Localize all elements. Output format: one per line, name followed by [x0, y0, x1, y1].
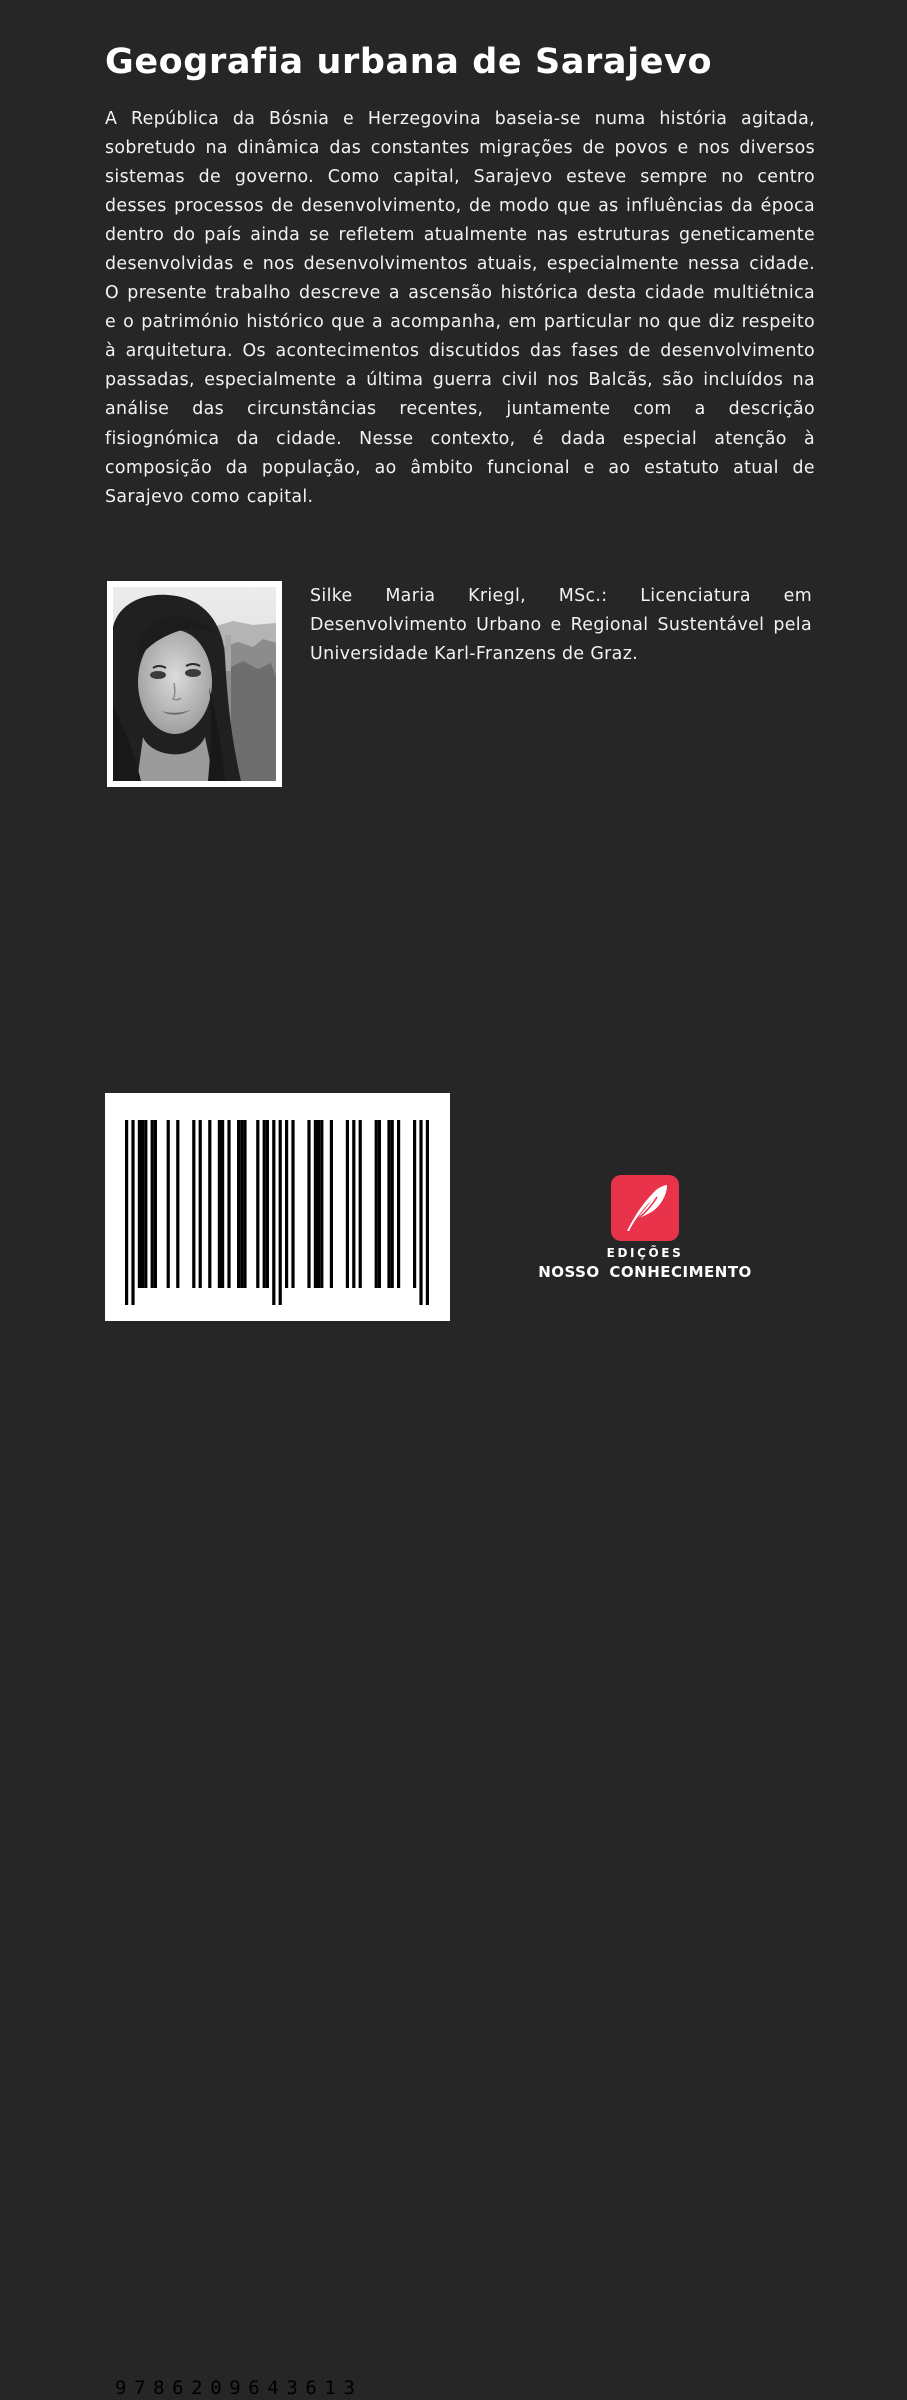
barcode-bar	[397, 1120, 400, 1288]
barcode-bar	[240, 1120, 243, 1288]
barcode-bar	[352, 1120, 355, 1288]
barcode-bar	[141, 1120, 144, 1288]
barcode-bar	[131, 1120, 134, 1305]
barcode-bar	[346, 1120, 349, 1288]
barcode-bar	[272, 1120, 275, 1305]
barcode-bar	[314, 1120, 317, 1288]
book-description: A República da Bósnia e Herzegovina baseia-se numa história agitada, sobretudo na dinâmica das constantes migrações de povos e nos diversos sistemas de governo. Como capital, Sarajevo esteve sempre no centro desses processos de desenvolvimento, de modo que as influências da época dentro do país ainda se refletem atualmente nas estruturas geneticamente desenvolvidas e nos desenvolvimentos atuais, especialmente nessa cidade. O presente trabalho descreve a ascensão histórica desta cidade multiétnica e o património histórico que a acompanha, em particular no que diz respeito à arquitetura. Os acontecimentos discutidos das fases de desenvolvimento passadas, especialmente a última guerra civil nos Balcãs, são incluídos na análise das circunstâncias recentes, juntamente com a descrição fisiognómica da cidade. Nesse contexto, é dada especial atenção à composição da população, ao âmbito funcional e ao estatuto atual de Sarajevo como capital.	[105, 109, 815, 507]
barcode-bar	[391, 1120, 394, 1288]
barcode-bar	[144, 1120, 147, 1288]
isbn-number: 9786209643613	[115, 2377, 363, 2399]
barcode-bar	[419, 1120, 422, 1305]
barcode-bar	[199, 1120, 202, 1288]
barcode-bar	[221, 1120, 224, 1288]
barcode-bar	[125, 1120, 128, 1305]
barcode-bar	[192, 1120, 195, 1288]
barcode-bars	[105, 1093, 450, 1321]
publisher-name: NOSSO CONHECIMENTO	[538, 1263, 752, 1281]
publisher-logo	[520, 1173, 770, 1288]
barcode-bar	[227, 1120, 230, 1288]
barcode-bar	[359, 1120, 362, 1288]
barcode-bar	[208, 1120, 211, 1288]
author-portrait-image	[113, 587, 276, 781]
barcode-bar	[375, 1120, 378, 1288]
barcode-bar	[176, 1120, 179, 1288]
barcode-bar	[243, 1120, 246, 1288]
barcode-bar	[167, 1120, 170, 1288]
barcode-bar	[330, 1120, 333, 1288]
barcode-bar	[317, 1120, 320, 1288]
barcode-bar	[263, 1120, 266, 1288]
author-bio: Silke Maria Kriegl, MSc.: Licenciatura em Desenvolvimento Urbano e Regional Sustentável pela Universidade Karl-Franzens de Graz.	[310, 586, 812, 665]
barcode-bar	[256, 1120, 259, 1288]
barcode-bar	[387, 1120, 390, 1288]
barcode-bar	[413, 1120, 416, 1288]
barcode-bar	[378, 1120, 381, 1288]
barcode-bar	[237, 1120, 240, 1288]
barcode-bar	[320, 1120, 323, 1288]
barcode-bar	[307, 1120, 310, 1288]
barcode-bar	[279, 1120, 282, 1305]
barcode-bar	[291, 1120, 294, 1288]
barcode-bar	[154, 1120, 157, 1288]
isbn-barcode	[105, 1093, 450, 2399]
author-photo	[107, 581, 282, 787]
publisher-line1: EDIÇÕES	[606, 1246, 684, 1260]
book-title: Geografia urbana de Sarajevo	[105, 42, 713, 82]
barcode-bar	[138, 1120, 141, 1288]
barcode-bar	[426, 1120, 429, 1305]
barcode-bar	[266, 1120, 269, 1288]
barcode-bar	[151, 1120, 154, 1288]
barcode-bar	[285, 1120, 288, 1288]
quill-feather-icon	[611, 1175, 679, 1241]
barcode-bar	[218, 1120, 221, 1288]
